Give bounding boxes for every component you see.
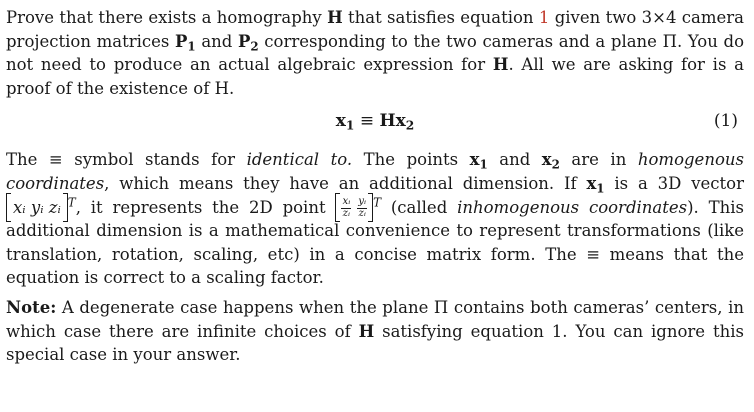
math-H: H <box>379 111 396 132</box>
math-x1: $x_1$ <box>469 150 488 172</box>
text: is a 3D vector <box>604 173 744 193</box>
transpose-sup: T <box>373 195 382 210</box>
text: corresponding to the two cameras and a plane Π. You do not need to produce an actual algebraic expression for <box>6 31 744 75</box>
fraction: $\frac{\text{yᵢ}}{\text{zᵢ}}$ <box>358 196 367 219</box>
equiv-symbol: ≡ <box>354 111 380 132</box>
text: (called <box>381 197 458 217</box>
text: Prove that there exists a homography <box>6 8 328 27</box>
emphasis: homogenous coordinates <box>6 150 744 193</box>
equation-number: (1) <box>713 111 738 132</box>
math-x2: $x_2$ <box>395 111 415 133</box>
problem-statement <box>6 6 744 100</box>
note-paragraph <box>6 296 744 367</box>
text: The ≡ symbol stands for <box>6 150 247 170</box>
text: and <box>195 31 238 51</box>
explanation-paragraph <box>6 148 744 290</box>
point-vector <box>335 196 373 220</box>
math-H: H <box>492 55 509 75</box>
emphasis: inhomogenous coordinates <box>457 197 688 217</box>
text: , it represents the 2D point <box>75 197 336 217</box>
text: given two 3×4 camera projection matrices <box>6 8 744 51</box>
math-x1: $x_1$ <box>586 173 605 196</box>
fraction: $\frac{\text{xᵢ}}{\text{zᵢ}}$ <box>342 196 351 219</box>
math-P2: $P_2$ <box>237 31 259 53</box>
text: satisfying equation 1. You can ignore this special case in your answer. <box>6 321 744 365</box>
row-vector: xᵢ yᵢ zᵢ <box>6 196 68 220</box>
math-P1: $P_1$ <box>175 31 196 53</box>
math-x1: $x_1$ <box>335 111 355 133</box>
text: that satisfies equation <box>342 8 539 27</box>
text: are in <box>559 150 638 170</box>
equation-block <box>6 102 744 142</box>
note-label: Note: <box>6 297 57 317</box>
transpose-sup: T <box>67 195 76 210</box>
text: A degenerate case happens when the plane Π contains both cameras’ centers, in which case there are infinite choices of <box>6 297 744 341</box>
math-x2: $x_2$ <box>541 150 560 172</box>
text: ). This additional dimension is a mathematical convenience to represent transformations (like translation, rotation, scaling, etc) in a concise matrix form. The ≡ means that the equation is correct to a scaling factor. <box>6 197 745 288</box>
text: and <box>487 150 542 170</box>
equation-reference-link[interactable]: 1 <box>538 8 550 27</box>
math-H: H <box>358 321 375 341</box>
emphasis: identical to. <box>246 150 353 170</box>
math-H: H <box>327 8 343 27</box>
equation <box>6 110 744 134</box>
text: . All we are asking for is a proof of the existence of H. <box>6 55 744 98</box>
text: , which means they have an additional dimension. If <box>104 173 587 193</box>
text: The points <box>352 150 470 170</box>
